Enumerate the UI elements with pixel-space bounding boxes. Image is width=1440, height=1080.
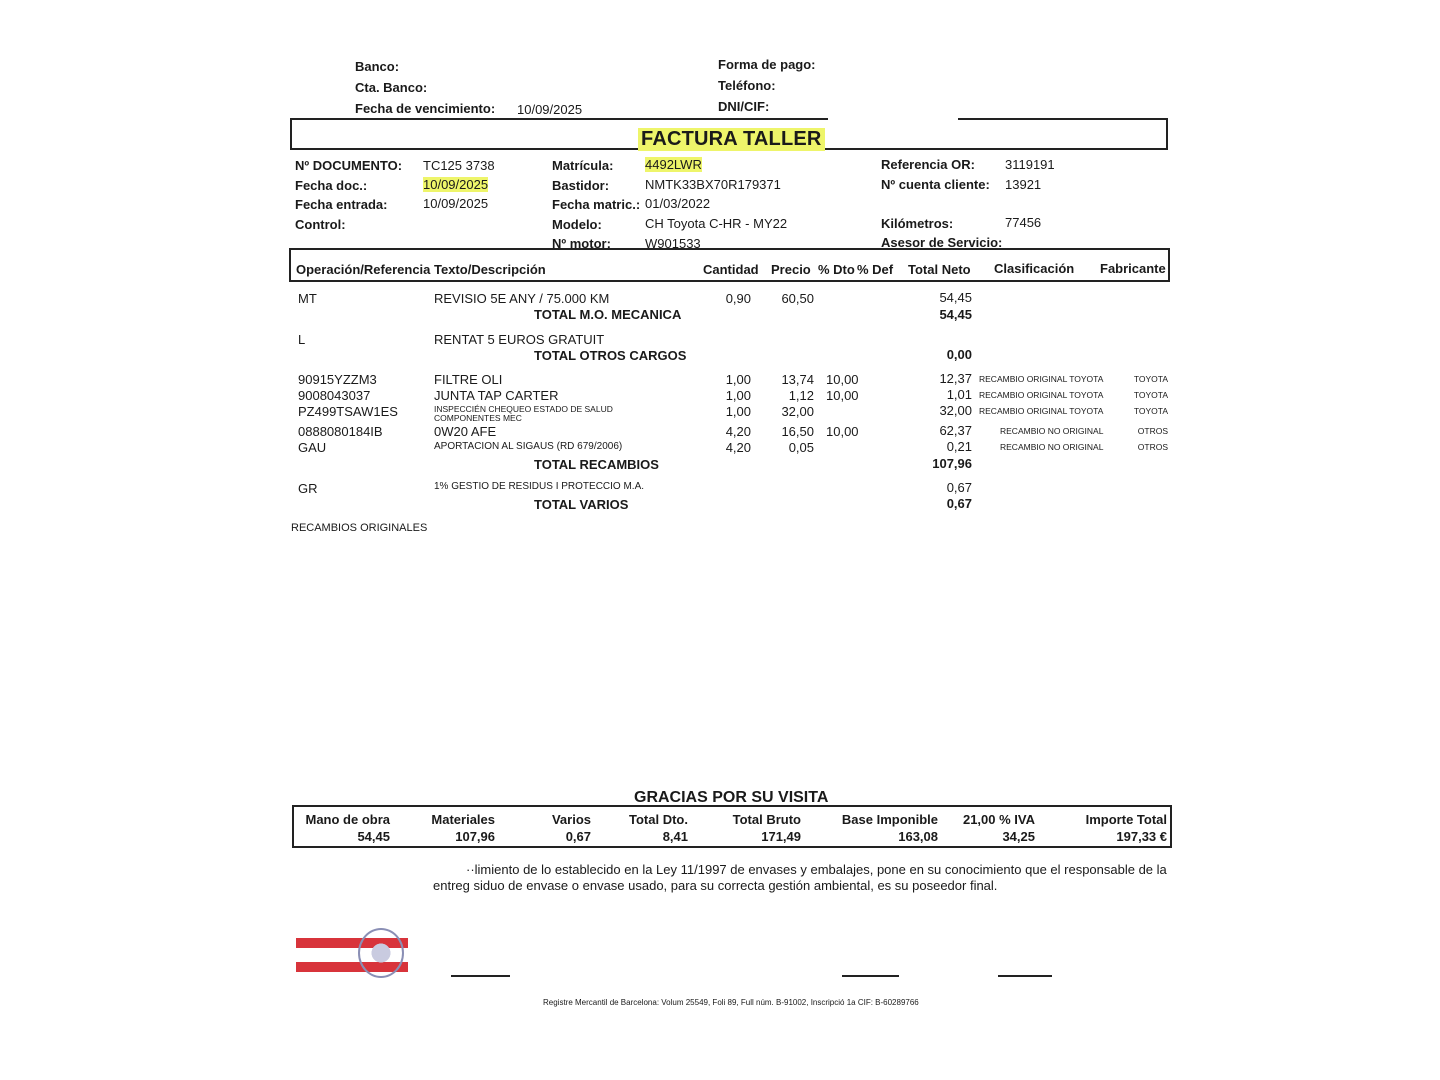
- col-def: % Def: [857, 262, 894, 277]
- col-operacion: Operación/Referencia: [296, 262, 431, 277]
- total-materiales-value: 107,96: [455, 829, 495, 844]
- mo-total-label: TOTAL M.O. MECANICA: [534, 307, 682, 322]
- line-total: 0,67: [946, 480, 972, 495]
- line-desc: 0W20 AFE: [434, 424, 497, 439]
- signature-line: [842, 975, 899, 977]
- total-varios-label: Varios: [551, 812, 591, 827]
- fecha-entrada-label: Fecha entrada:: [295, 197, 388, 212]
- line-fabricante: TOYOTA: [1133, 390, 1168, 400]
- line-fabricante: TOYOTA: [1133, 406, 1168, 416]
- line-desc: APORTACION AL SIGAUS (RD 679/2006): [434, 441, 623, 452]
- total-dto-value: 8,41: [662, 829, 688, 844]
- line-fabricante: TOYOTA: [1133, 374, 1168, 384]
- line-cantidad: 1,00: [725, 388, 751, 403]
- fecha-vencimiento-label: Fecha de vencimiento:: [355, 101, 496, 116]
- line-precio: 32,00: [781, 404, 814, 419]
- matricula-value: 4492LWR: [645, 157, 702, 172]
- fecha-doc-label: Fecha doc.:: [295, 178, 368, 193]
- line-desc: JUNTA TAP CARTER: [434, 388, 559, 403]
- line-clasificacion: RECAMBIO NO ORIGINAL: [1000, 426, 1104, 436]
- total-varios-value: 0,67: [565, 829, 591, 844]
- fecha-matric-label: Fecha matric.:: [552, 197, 641, 212]
- asesor-label: Asesor de Servicio:: [881, 235, 1003, 250]
- line-ref: 90915YZZM3: [298, 372, 377, 387]
- importe-total-value: 197,33 €: [1116, 829, 1167, 844]
- line-ref: MT: [298, 291, 317, 306]
- col-total-neto: Total Neto: [908, 262, 971, 277]
- line-total: 1,01: [946, 387, 972, 402]
- registry-text: Registre Mercantil de Barcelona: Volum 25549, Foli 89, Full núm. B-91002, Inscripció 1a CIF: B-60289766: [543, 998, 919, 1007]
- col-clasificacion: Clasificación: [994, 261, 1075, 276]
- fecha-entrada-value: 10/09/2025: [423, 196, 489, 211]
- line-fabricante: OTROS: [1137, 426, 1168, 436]
- col-dto: % Dto: [818, 262, 855, 277]
- col-texto: Texto/Descripción: [434, 262, 546, 277]
- bastidor-label: Bastidor:: [552, 178, 610, 193]
- line-precio: 13,74: [781, 372, 814, 387]
- telefono-label: Teléfono:: [718, 78, 776, 93]
- line-clasificacion: RECAMBIO NO ORIGINAL: [1000, 442, 1104, 452]
- line-desc: FILTRE OLI: [434, 372, 503, 387]
- line-total: 54,45: [939, 290, 972, 305]
- line-precio: 16,50: [781, 424, 814, 439]
- dni-label: DNI/CIF:: [718, 99, 770, 114]
- banco-label: Banco:: [355, 59, 400, 74]
- line-ref: L: [298, 332, 306, 347]
- referencia-or-value: 3119191: [1005, 157, 1055, 172]
- referencia-or-label: Referencia OR:: [881, 157, 975, 172]
- line-ref: 9008043037: [298, 388, 371, 403]
- line-cantidad: 0,90: [725, 291, 751, 306]
- line-fabricante: OTROS: [1137, 442, 1168, 452]
- line-total: 62,37: [939, 423, 972, 438]
- otros-total-label: TOTAL OTROS CARGOS: [534, 348, 687, 363]
- line-total: 12,37: [939, 371, 972, 386]
- line-cantidad: 1,00: [725, 404, 751, 419]
- base-imponible-label: Base Imponible: [841, 812, 938, 827]
- line-desc-continued: COMPONENTES MEC: [434, 413, 522, 423]
- fecha-vencimiento-value: 10/09/2025: [517, 102, 583, 117]
- signature-line: [451, 975, 510, 977]
- line-clasificacion: RECAMBIO ORIGINAL TOYOTA: [979, 390, 1104, 400]
- bastidor-value: NMTK33BX70R179371: [645, 177, 781, 192]
- otros-total-value: 0,00: [946, 347, 972, 362]
- line-ref: PZ499TSAW1ES: [298, 404, 398, 419]
- line-ref: 0888080184IB: [298, 424, 383, 439]
- recambios-total-label: TOTAL RECAMBIOS: [534, 457, 659, 472]
- line-precio: 60,50: [781, 291, 814, 306]
- line-precio: 1,12: [788, 388, 814, 403]
- signature-line: [998, 975, 1052, 977]
- legal-text-line-2: entreg siduo de envase o envase usado, para su correcta gestión ambiental, es su poseedor final.: [433, 878, 998, 893]
- n-documento-label: Nº DOCUMENTO:: [295, 158, 403, 173]
- fecha-matric-value: 01/03/2022: [645, 196, 711, 211]
- line-clasificacion: RECAMBIO ORIGINAL TOYOTA: [979, 406, 1104, 416]
- line-total: 32,00: [939, 403, 972, 418]
- total-materiales-label: Materiales: [431, 812, 495, 827]
- recambios-total-value: 107,96: [932, 456, 972, 471]
- varios-total-value: 0,67: [946, 496, 972, 511]
- n-documento-value: TC125 3738: [423, 158, 495, 173]
- cta-banco-label: Cta. Banco:: [355, 80, 428, 95]
- modelo-label: Modelo:: [552, 217, 602, 232]
- line-dto: 10,00: [826, 424, 859, 439]
- seal-stamp: [358, 928, 404, 978]
- line-dto: 10,00: [826, 388, 859, 403]
- col-cantidad: Cantidad: [703, 262, 759, 277]
- line-cantidad: 1,00: [725, 372, 751, 387]
- forma-pago-label: Forma de pago:: [718, 57, 816, 72]
- legal-text-line-1: ··limiento de lo establecido en la Ley 11/1997 de envases y embalajes, pone en su conocimiento que el responsable de la: [466, 862, 1167, 877]
- kilometros-value: 77456: [1005, 215, 1042, 230]
- line-ref: GAU: [298, 440, 327, 455]
- iva-value: 34,25: [1002, 829, 1035, 844]
- line-precio: 0,05: [788, 440, 814, 455]
- line-desc: 1% GESTIO DE RESIDUS I PROTECCIO M.A.: [434, 481, 645, 492]
- note-recambios: RECAMBIOS ORIGINALES: [291, 522, 428, 534]
- n-cuenta-label: Nº cuenta cliente:: [881, 177, 990, 192]
- varios-total-label: TOTAL VARIOS: [534, 497, 629, 512]
- line-cantidad: 4,20: [725, 440, 751, 455]
- total-bruto-label: Total Bruto: [732, 812, 801, 827]
- total-mano-obra-value: 54,45: [357, 829, 390, 844]
- total-dto-label: Total Dto.: [629, 812, 688, 827]
- thanks-message: GRACIAS POR SU VISITA: [634, 789, 829, 806]
- n-cuenta-value: 13921: [1005, 177, 1042, 192]
- kilometros-label: Kilómetros:: [881, 216, 954, 231]
- col-fabricante: Fabricante: [1100, 261, 1166, 276]
- line-clasificacion: RECAMBIO ORIGINAL TOYOTA: [979, 374, 1104, 384]
- modelo-value: CH Toyota C-HR - MY22: [645, 216, 788, 231]
- invoice-title: FACTURA TALLER: [638, 128, 825, 151]
- line-ref: GR: [298, 481, 318, 496]
- fecha-doc-value: 10/09/2025: [423, 177, 489, 192]
- n-motor-value: W901533: [645, 236, 701, 251]
- base-imponible-value: 163,08: [898, 829, 938, 844]
- line-desc: RENTAT 5 EUROS GRATUIT: [434, 332, 605, 347]
- n-motor-label: Nº motor:: [552, 236, 611, 251]
- matricula-label: Matrícula:: [552, 158, 614, 173]
- iva-label: 21,00 % IVA: [962, 812, 1035, 827]
- line-desc: REVISIO 5E ANY / 75.000 KM: [434, 291, 610, 306]
- importe-total-label: Importe Total: [1085, 812, 1167, 827]
- total-bruto-value: 171,49: [761, 829, 801, 844]
- line-total: 0,21: [946, 439, 972, 454]
- title-box-gap: [828, 112, 958, 122]
- control-label: Control:: [295, 217, 346, 232]
- line-dto: 10,00: [826, 372, 859, 387]
- col-precio: Precio: [771, 262, 811, 277]
- total-mano-obra-label: Mano de obra: [305, 812, 390, 827]
- line-desc: INSPECCIÉN CHEQUEO ESTADO DE SALUD: [434, 404, 613, 414]
- line-cantidad: 4,20: [725, 424, 751, 439]
- mo-total-value: 54,45: [939, 307, 972, 322]
